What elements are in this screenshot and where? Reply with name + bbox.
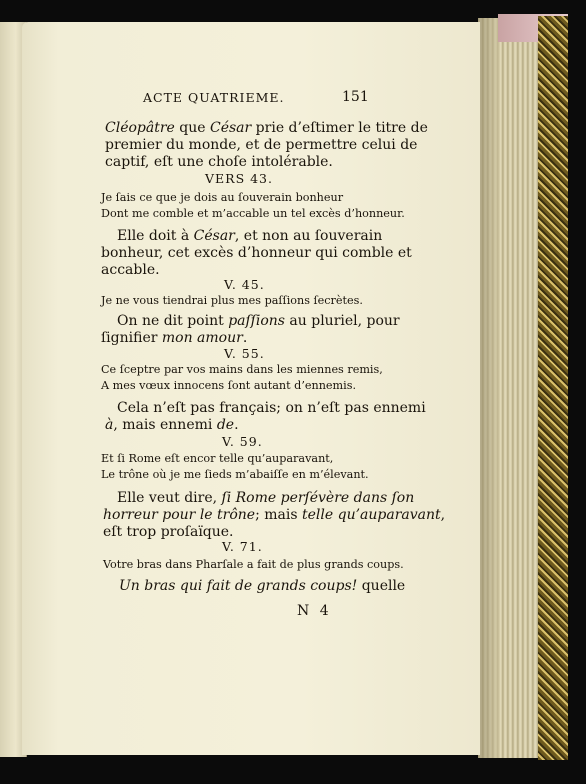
- verse-heading-45: V. 45.: [224, 277, 265, 292]
- paragraph-5-line-3: eſt trop proſaïque.: [103, 524, 234, 540]
- quote-1-line-2: Dont me comble et m’accable un tel excès d’honneur.: [101, 207, 405, 220]
- paragraph-2-line-2: bonheur, cet excès d’honneur qui comble et: [101, 245, 412, 261]
- paragraph-1-line-2: premier du monde, et de permettre celui de: [105, 137, 418, 153]
- verse-heading-71: V. 71.: [222, 539, 263, 554]
- paragraph-5-line-2: horreur pour le trône; mais telle qu’auparavant,: [103, 507, 446, 523]
- paragraph-5-line-1: Elle veut dire, ſi Rome perſévère dans ſon: [117, 490, 415, 506]
- verse-heading-43: VERS 43.: [205, 171, 273, 186]
- paragraph-3-line-1: On ne dit point paſſions au pluriel, pour: [117, 313, 400, 329]
- quote-4-line-2: Le trône où je me ſieds m’abaiſſe en m’élevant.: [101, 468, 369, 481]
- quote-5-line-1: Votre bras dans Pharſale a fait de plus grands coups.: [103, 558, 404, 571]
- paragraph-3-line-2: ſignifier mon amour.: [101, 330, 248, 346]
- verse-heading-55: V. 55.: [224, 346, 265, 361]
- page-number: 151: [342, 89, 369, 105]
- paragraph-4-line-1: Cela n’eſt pas français; on n’eſt pas ennemi: [117, 400, 426, 416]
- quote-3-line-2: A mes vœux innocens ſont autant d’ennemis.: [101, 379, 357, 392]
- paragraph-1-line-1: Cléopâtre que César prie d’eſtimer le titre de: [105, 120, 428, 136]
- quote-3-line-1: Ce ſceptre par vos mains dans les miennes remis,: [101, 363, 383, 376]
- paragraph-4-line-2: à, mais ennemi de.: [105, 417, 239, 433]
- paragraph-2-line-3: accable.: [101, 262, 160, 278]
- quote-1-line-1: Je ſais ce que je dois au ſouverain bonheur: [101, 191, 344, 204]
- paragraph-1-line-3: captif, eſt une choſe intolérable.: [105, 154, 333, 170]
- quote-4-line-1: Et ſi Rome eſt encor telle qu’auparavant,: [101, 452, 334, 465]
- running-head: ACTE QUATRIEME.: [143, 90, 285, 105]
- signature-mark: N 4: [297, 603, 332, 619]
- paragraph-2-line-1: Elle doit à César, et non au ſouverain: [117, 228, 383, 244]
- quote-2-line-1: Je ne vous tiendrai plus mes paſſions ſecrètes.: [101, 294, 363, 307]
- verse-heading-59: V. 59.: [222, 434, 263, 449]
- paragraph-6-line-1: Un bras qui fait de grands coups! quelle: [119, 578, 406, 594]
